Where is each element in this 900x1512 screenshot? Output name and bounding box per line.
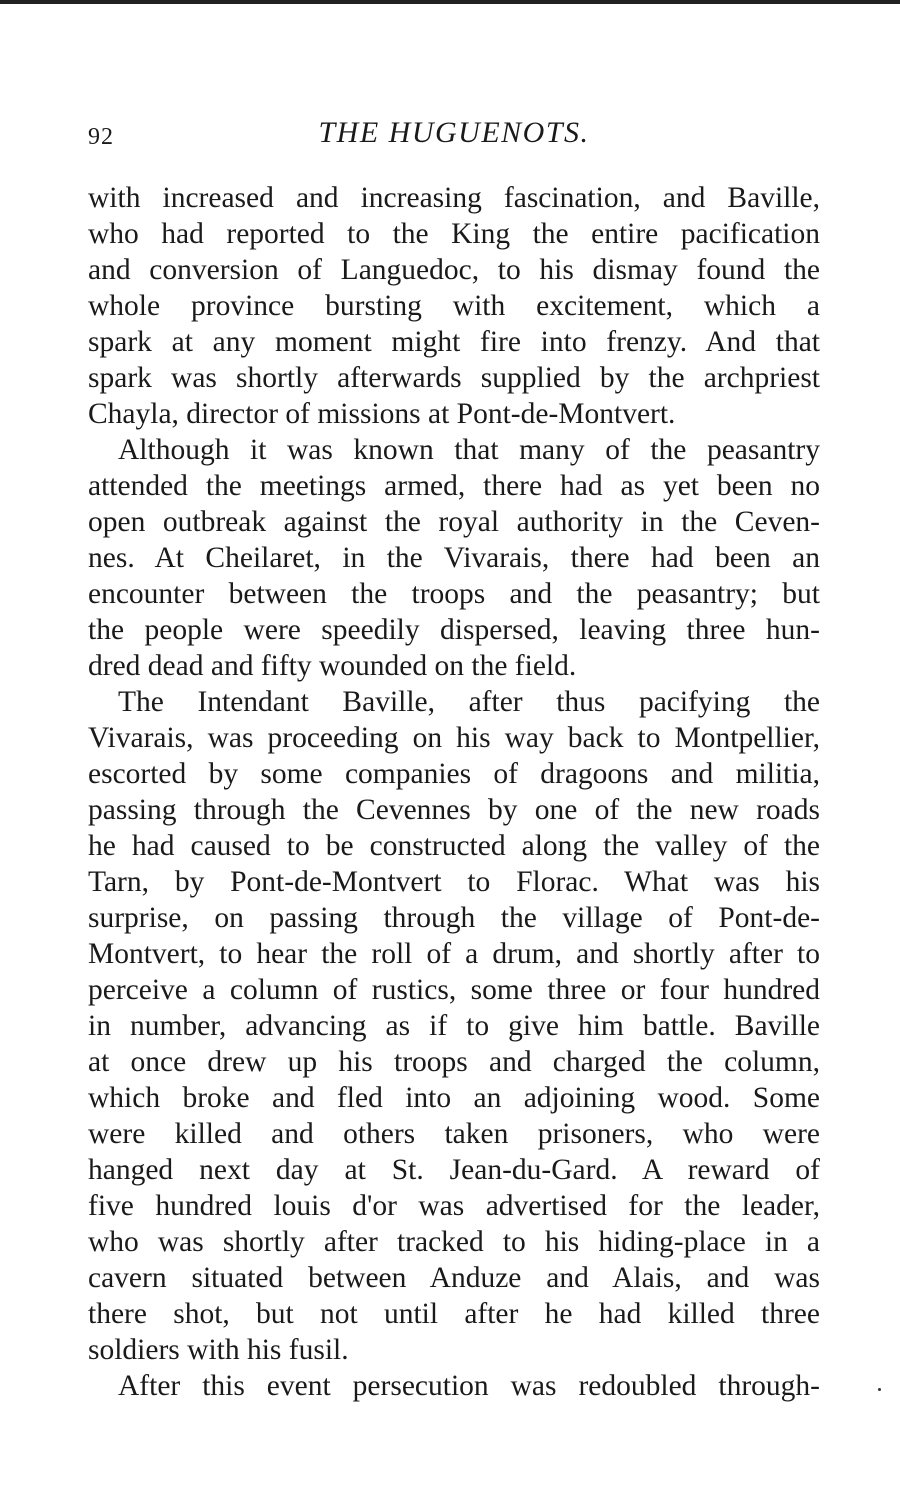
text-line: encounter between the troops and the peasantry; but: [88, 578, 820, 610]
text-line: open outbreak against the royal authority in the Ceven-: [88, 506, 820, 538]
running-title: THE HUGUENOTS.: [318, 116, 590, 149]
text-line: five hundred louis d'or was advertised for the leader,: [88, 1190, 820, 1222]
text-line: spark at any moment might fire into frenzy. And that: [88, 326, 820, 358]
text-line: in number, advancing as if to give him battle. Baville: [88, 1010, 820, 1042]
text-line: Vivarais, was proceeding on his way back to Montpellier,: [88, 722, 820, 754]
text-line: After this event persecution was redoubled through-: [118, 1370, 820, 1402]
text-line: he had caused to be constructed along the valley of the: [88, 830, 820, 862]
text-line: soldiers with his fusil.: [88, 1334, 349, 1366]
text-line: who was shortly after tracked to his hiding-place in a: [88, 1226, 820, 1258]
text-line: Although it was known that many of the peasantry: [118, 434, 820, 466]
text-line: attended the meetings armed, there had as yet been no: [88, 470, 820, 502]
text-line: perceive a column of rustics, some three or four hundred: [88, 974, 820, 1006]
text-line: hanged next day at St. Jean-du-Gard. A reward of: [88, 1154, 820, 1186]
text-line: escorted by some companies of dragoons and militia,: [88, 758, 820, 790]
text-line: passing through the Cevennes by one of the new roads: [88, 794, 820, 826]
text-line: nes. At Cheilaret, in the Vivarais, there had been an: [88, 542, 820, 574]
text-line: The Intendant Baville, after thus pacifying the: [118, 686, 820, 718]
text-line: at once drew up his troops and charged the column,: [88, 1046, 820, 1078]
text-line: whole province bursting with excitement, which a: [88, 290, 820, 322]
text-line: Chayla, director of missions at Pont-de-Montvert.: [88, 398, 676, 430]
text-line: spark was shortly afterwards supplied by the archpriest: [88, 362, 820, 394]
text-line: were killed and others taken prisoners, who were: [88, 1118, 820, 1150]
text-line: dred dead and fifty wounded on the field.: [88, 650, 577, 682]
text-line: and conversion of Languedoc, to his dismay found the: [88, 254, 820, 286]
text-line: Tarn, by Pont-de-Montvert to Florac. What was his: [88, 866, 820, 898]
margin-speck: [878, 1388, 881, 1391]
text-line: cavern situated between Anduze and Alais, and was: [88, 1262, 820, 1294]
text-line: with increased and increasing fascination, and Baville,: [88, 182, 820, 214]
text-line: there shot, but not until after he had killed three: [88, 1298, 820, 1330]
text-line: surprise, on passing through the village of Pont-de-: [88, 902, 820, 934]
text-line: Montvert, to hear the roll of a drum, and shortly after to: [88, 938, 820, 970]
top-border-rule: [0, 0, 900, 4]
text-line: the people were speedily dispersed, leaving three hun-: [88, 614, 820, 646]
body-text: [88, 180, 820, 1404]
page-number: 92: [88, 124, 114, 150]
text-line: which broke and fled into an adjoining wood. Some: [88, 1082, 820, 1114]
text-line: who had reported to the King the entire pacification: [88, 218, 820, 250]
page-header: [88, 116, 820, 156]
